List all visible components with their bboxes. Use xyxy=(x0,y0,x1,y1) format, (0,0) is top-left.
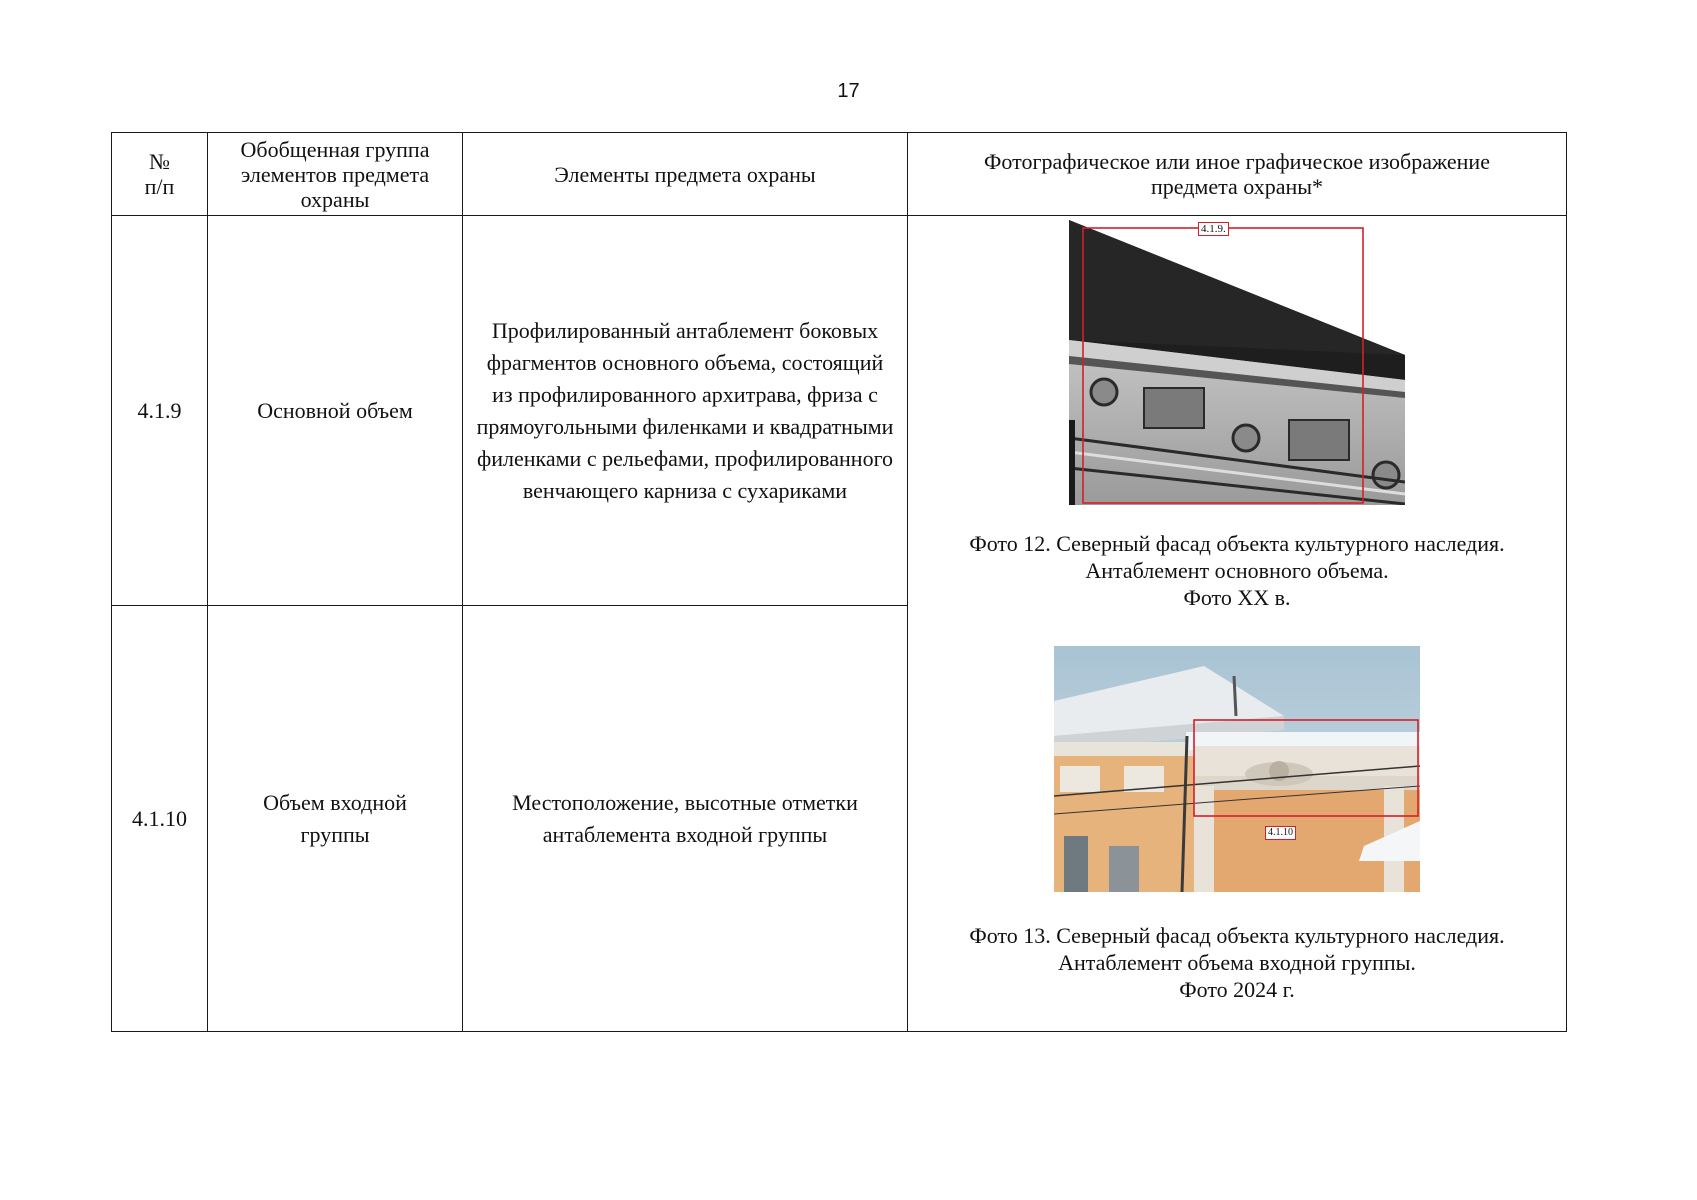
page-number: 17 xyxy=(837,80,860,102)
header-group-text: Обобщенная группа элементов предмета охраны xyxy=(240,136,430,212)
photo-13-marker: 4.1.10 xyxy=(1265,826,1296,840)
photo-13-caption-line2: Антаблемент объема входной группы. xyxy=(1058,950,1416,975)
photo-13-caption xyxy=(908,922,1566,1003)
photo-12-caption-line1: Фото 12. Северный фасад объекта культурного наследия. xyxy=(969,531,1505,556)
header-elements: Элементы предмета охраны xyxy=(463,133,908,216)
row-group: Основной объем xyxy=(208,216,463,606)
row-elements xyxy=(463,216,908,606)
photo-cell xyxy=(908,216,1567,1032)
row-elements xyxy=(463,606,908,1032)
header-number-symbol: № xyxy=(149,149,170,174)
photo-13-frame xyxy=(1054,646,1420,892)
row-elements-text: Местоположение, высотные отметки антаблемента входной группы xyxy=(512,789,858,847)
row-number: 4.1.10 xyxy=(112,606,208,1032)
photo-12-image xyxy=(1069,220,1405,505)
row-number: 4.1.9 xyxy=(112,216,208,606)
photo-12-caption-line2: Антаблемент основного объема. xyxy=(1085,558,1389,583)
photo-12-frame xyxy=(1069,220,1405,505)
photo-12-marker: 4.1.9. xyxy=(1198,222,1229,236)
header-number xyxy=(112,133,208,216)
table-header-row xyxy=(112,133,1567,216)
row-group xyxy=(208,606,463,1032)
photo-12-caption xyxy=(908,530,1566,611)
photo-13-caption-line1: Фото 13. Северный фасад объекта культурного наследия. xyxy=(969,923,1505,948)
table-row xyxy=(112,216,1567,606)
header-image-text: Фотографическое или иное графическое изображение предмета охраны* xyxy=(984,149,1490,199)
row-elements-text: Профилированный антаблемент боковых фрагментов основного объема, состоящий из профилированного архитрава, фриза с прямоугольными филенками и квадратными филенками с рельефами, профилированного венчающего карниза с сухариками xyxy=(476,317,894,503)
photo-12-caption-line3: Фото XX в. xyxy=(1183,585,1291,610)
protection-subject-table xyxy=(111,132,1567,1032)
photo-block-13 xyxy=(908,646,1566,1003)
photo-13-image xyxy=(1054,646,1420,892)
header-number-abbr: п/п xyxy=(144,174,175,199)
row-group-text: Объем входной группы xyxy=(263,789,407,847)
header-group xyxy=(208,133,463,216)
header-image xyxy=(908,133,1567,216)
photo-13-caption-line3: Фото 2024 г. xyxy=(1179,977,1295,1002)
photo-block-12 xyxy=(908,220,1566,611)
